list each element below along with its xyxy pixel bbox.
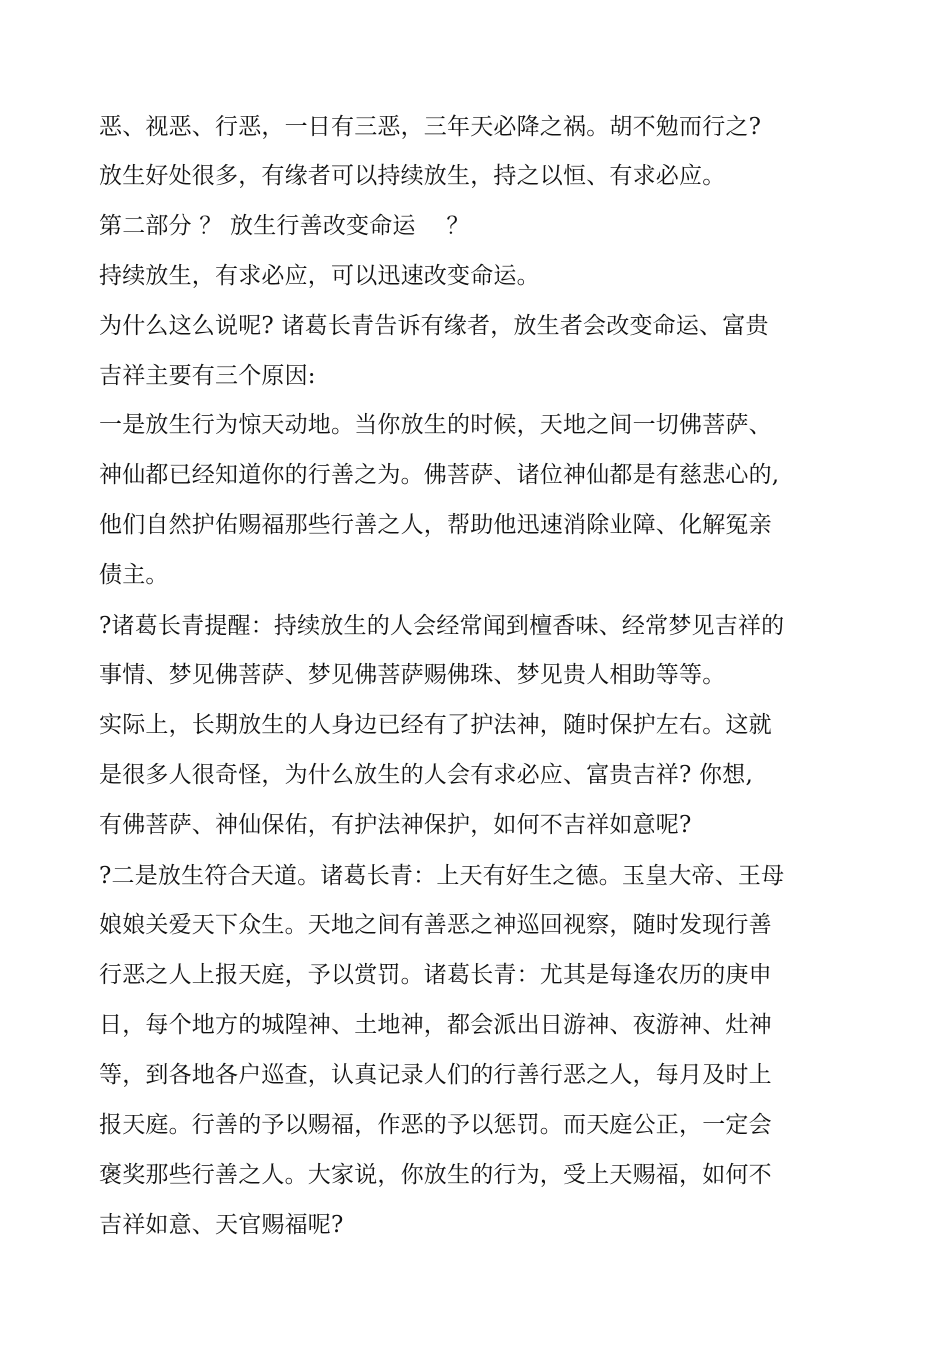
text-line: 吉祥如意、天官赐福呢? [99,1212,344,1238]
text-line: 他们自然护佑赐福那些行善之人，帮助他迅速消除业障、化解冤亲 [99,512,772,538]
text-line: 吉祥主要有三个原因: [99,363,316,389]
text-line: 事情、梦见佛菩萨、梦见佛菩萨赐佛珠、梦见贵人相助等等。 [99,662,726,688]
text-line: 一是放生行为惊天动地。当你放生的时候，天地之间一切佛菩萨、 [99,412,772,438]
text-line: 褒奖那些行善之人。大家说，你放生的行为，受上天赐福，如何不 [99,1162,772,1188]
text-line: 是很多人很奇怪，为什么放生的人会有求必应、富贵吉祥? 你想, [99,762,753,788]
text-line: 等，到各地各户巡查，认真记录人们的行善行恶之人，每月及时上 [99,1062,772,1088]
text-line: 日，每个地方的城隍神、土地神，都会派出日游神、夜游神、灶神 [99,1012,772,1038]
text-line: 恶、视恶、行恶，一日有三恶，三年天必降之祸。胡不勉而行之? [99,114,762,140]
text-line: ?诸葛长青提醒：持续放生的人会经常闻到檀香味、经常梦见吉祥的 [99,613,785,639]
text-line: 行恶之人上报天庭，予以赏罚。诸葛长青：尤其是每逢农历的庚申 [99,962,772,988]
text-line: 实际上，长期放生的人身边已经有了护法神，随时保护左右。这就 [99,712,772,738]
text-line: 债主。 [99,562,169,588]
text-line: 娘娘关爱天下众生。天地之间有善恶之神巡回视察，随时发现行善 [99,912,772,938]
text-line: 放生好处很多，有缘者可以持续放生，持之以恒、有求必应。 [99,163,726,189]
text-line: 持续放生，有求必应，可以迅速改变命运。 [99,263,540,289]
text-line: 为什么这么说呢? 诸葛长青告诉有缘者，放生者会改变命运、富贵 [99,313,769,339]
text-line: 报天庭。行善的予以赐福，作恶的予以惩罚。而天庭公正，一定会 [99,1112,772,1138]
text-line: 有佛菩萨、神仙保佑，有护法神保护，如何不吉祥如意呢? [99,812,692,838]
section-heading: 第二部分 ？ 放生行善改变命运 ？ [99,213,470,239]
text-line: 神仙都已经知道你的行善之为。佛菩萨、诸位神仙都是有慈悲心的, [99,462,780,488]
text-line: ?二是放生符合天道。诸葛长青：上天有好生之德。玉皇大帝、王母 [99,863,785,889]
